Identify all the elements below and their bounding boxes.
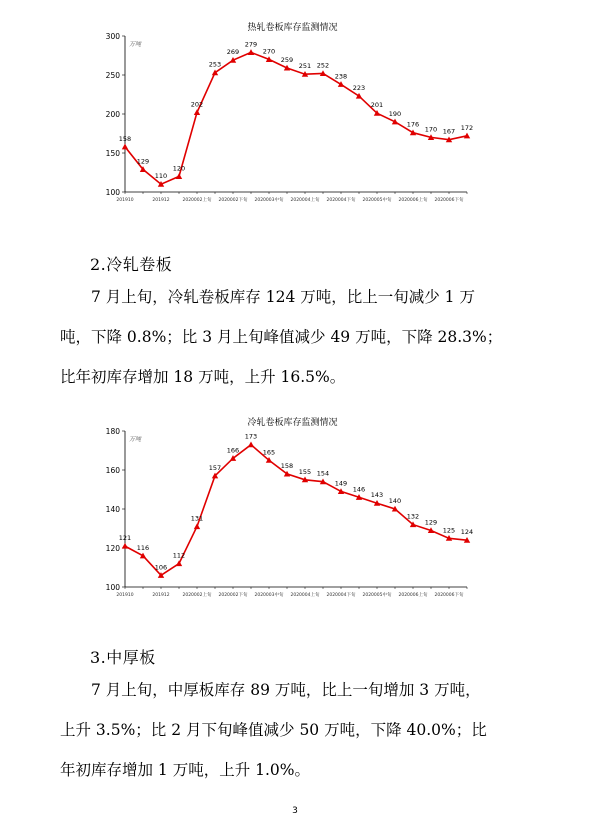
x-tick-label: 2020006上旬 bbox=[398, 593, 428, 598]
data-label: 155 bbox=[298, 467, 312, 476]
data-label: 120 bbox=[172, 164, 186, 173]
data-label: 129 bbox=[424, 518, 438, 527]
data-point bbox=[338, 488, 344, 494]
data-point bbox=[338, 81, 344, 87]
data-label: 251 bbox=[298, 62, 312, 71]
data-label: 124 bbox=[460, 528, 474, 537]
data-label: 166 bbox=[226, 446, 240, 455]
x-tick-label: 2020002上旬 bbox=[182, 198, 212, 203]
data-label: 176 bbox=[406, 120, 420, 129]
para-line: 年初库存增加 1 万吨，上升 1.0%。 bbox=[60, 761, 311, 779]
data-label: 223 bbox=[352, 84, 366, 93]
data-label: 259 bbox=[280, 55, 294, 64]
section-heading-medium-plate: 3.中厚板 bbox=[90, 648, 156, 667]
data-label: 279 bbox=[244, 40, 258, 49]
chart-title: 热轧卷板库存监测情况 bbox=[247, 23, 338, 33]
para-line: 比年初库存增加 18 万吨，上升 16.5%。 bbox=[60, 368, 346, 386]
x-tick-label: 2020006上旬 bbox=[398, 198, 428, 203]
x-tick-label: 201910 bbox=[116, 593, 134, 598]
data-point bbox=[176, 560, 182, 566]
data-label: 269 bbox=[226, 48, 240, 57]
x-tick-label: 2020005中旬 bbox=[362, 198, 392, 203]
data-label: 140 bbox=[388, 497, 402, 505]
data-label: 132 bbox=[406, 512, 420, 521]
data-point bbox=[194, 523, 200, 529]
x-tick-label: 2020004上旬 bbox=[290, 198, 320, 203]
data-label: 238 bbox=[334, 72, 348, 81]
y-tick-label: 150 bbox=[105, 149, 120, 158]
x-tick-label: 2020003中旬 bbox=[254, 198, 284, 203]
para-line: 7 月上旬，中厚板库存 89 万吨，比上一旬增加 3 万吨， bbox=[91, 681, 481, 699]
data-label: 253 bbox=[208, 60, 222, 69]
data-label: 173 bbox=[244, 432, 258, 441]
data-label: 125 bbox=[442, 526, 456, 535]
data-label: 167 bbox=[442, 127, 456, 136]
data-label: 158 bbox=[280, 461, 294, 470]
data-label: 202 bbox=[190, 100, 204, 109]
y-tick-label: 200 bbox=[105, 110, 120, 119]
data-label: 110 bbox=[154, 172, 168, 181]
data-point bbox=[194, 109, 200, 115]
para-line: 7 月上旬，冷轧卷板库存 124 万吨，比上一旬减少 1 万 bbox=[91, 288, 475, 306]
x-tick-label: 201912 bbox=[152, 198, 170, 203]
y-tick-label: 120 bbox=[105, 544, 120, 553]
cold-rolled-coil-chart bbox=[95, 413, 490, 613]
y-tick-label: 100 bbox=[105, 188, 120, 197]
data-label: 121 bbox=[118, 534, 132, 543]
x-tick-label: 2020004上旬 bbox=[290, 593, 320, 598]
para-line: 吨，下降 0.8%；比 3 月上旬峰值减少 49 万吨，下降 28.3%； bbox=[60, 328, 503, 346]
data-label: 270 bbox=[262, 47, 276, 56]
data-point bbox=[122, 144, 128, 150]
y-tick-label: 250 bbox=[105, 71, 120, 80]
data-label: 201 bbox=[370, 101, 384, 110]
data-label: 131 bbox=[190, 514, 204, 523]
data-label: 116 bbox=[136, 543, 150, 552]
y-axis-unit: 万吨 bbox=[129, 436, 142, 443]
x-tick-label: 201912 bbox=[152, 593, 170, 598]
x-tick-label: 2020002下旬 bbox=[218, 198, 248, 203]
data-point bbox=[248, 441, 254, 447]
data-point bbox=[122, 543, 128, 549]
x-tick-label: 2020006下旬 bbox=[434, 593, 464, 598]
x-tick-label: 2020002上旬 bbox=[182, 593, 212, 598]
data-label: 106 bbox=[154, 563, 168, 572]
data-label: 112 bbox=[172, 551, 186, 560]
data-label: 158 bbox=[118, 134, 132, 143]
page-number: 3 bbox=[292, 806, 298, 816]
data-label: 149 bbox=[334, 479, 348, 488]
section-heading-cold-rolled: 2.冷轧卷板 bbox=[90, 255, 173, 274]
x-tick-label: 201910 bbox=[116, 198, 134, 203]
y-axis-unit: 万吨 bbox=[129, 41, 142, 48]
data-label: 146 bbox=[352, 485, 366, 494]
y-tick-label: 300 bbox=[105, 32, 120, 41]
hot-rolled-coil-chart bbox=[95, 18, 490, 218]
paragraph-medium-plate bbox=[60, 670, 538, 790]
data-label: 154 bbox=[316, 469, 330, 478]
data-label: 170 bbox=[424, 125, 438, 134]
paragraph-cold-rolled bbox=[60, 277, 538, 397]
data-label: 129 bbox=[136, 157, 150, 166]
x-tick-label: 2020002下旬 bbox=[218, 593, 248, 598]
x-tick-label: 2020005中旬 bbox=[362, 593, 392, 598]
data-label: 252 bbox=[316, 61, 330, 70]
y-tick-label: 100 bbox=[105, 583, 120, 592]
x-tick-label: 2020004下旬 bbox=[326, 593, 356, 598]
para-line: 上升 3.5%；比 2 月下旬峰值减少 50 万吨，下降 40.0%；比 bbox=[60, 721, 487, 739]
y-tick-label: 140 bbox=[105, 505, 120, 514]
data-label: 172 bbox=[460, 123, 474, 132]
x-tick-label: 2020003中旬 bbox=[254, 593, 284, 598]
chart-title: 冷轧卷板库存监测情况 bbox=[247, 418, 338, 428]
data-label: 143 bbox=[370, 491, 384, 500]
data-label: 190 bbox=[388, 109, 402, 118]
y-tick-label: 180 bbox=[105, 427, 120, 436]
data-point bbox=[248, 49, 254, 55]
data-point bbox=[410, 130, 416, 136]
x-tick-label: 2020006下旬 bbox=[434, 198, 464, 203]
data-label: 157 bbox=[208, 463, 222, 472]
data-point bbox=[176, 173, 182, 179]
x-tick-label: 2020004下旬 bbox=[326, 198, 356, 203]
y-tick-label: 160 bbox=[105, 466, 120, 475]
data-label: 165 bbox=[262, 448, 276, 457]
